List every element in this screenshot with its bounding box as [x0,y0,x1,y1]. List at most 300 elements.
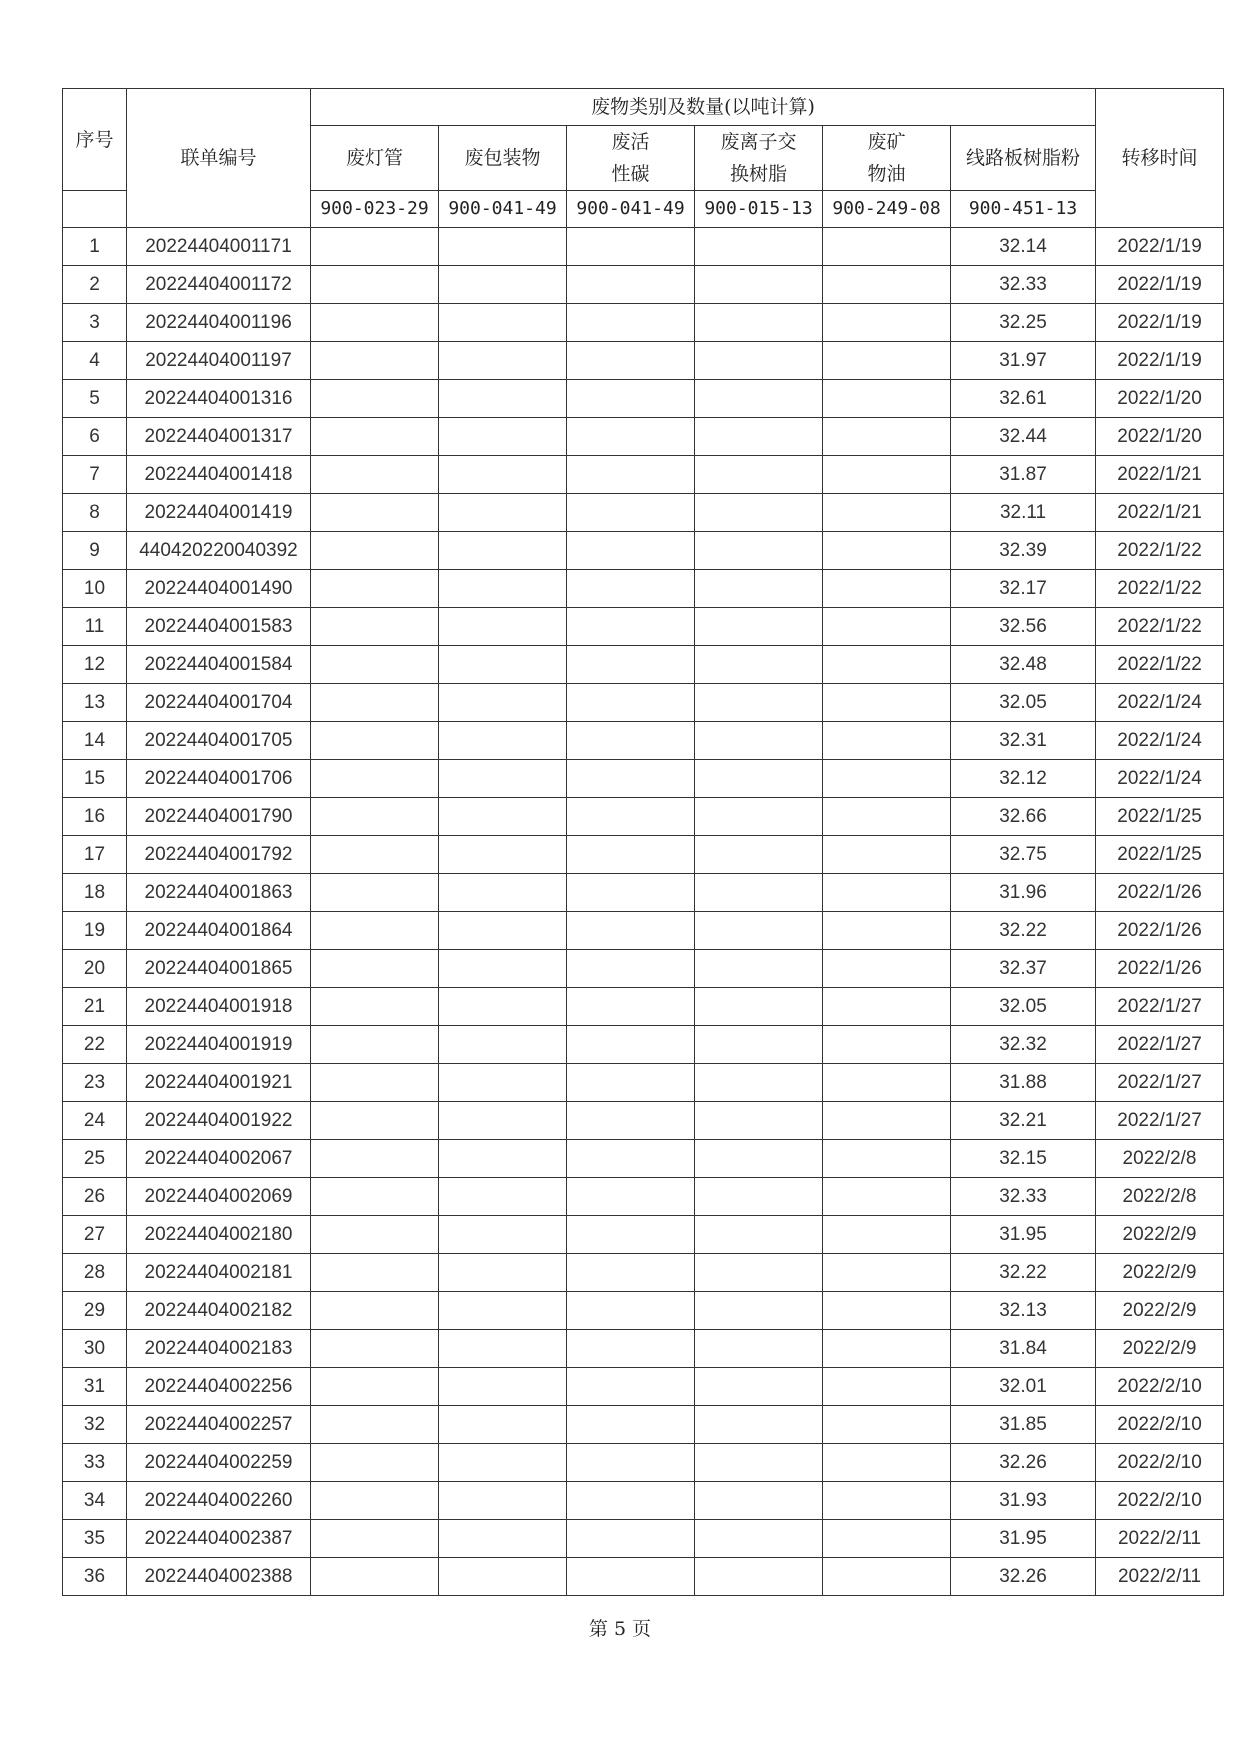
row-seq: 27 [63,1216,127,1254]
row-transfer-time: 2022/2/10 [1096,1406,1224,1444]
row-waste-ion-resin [695,874,823,912]
row-transfer-time: 2022/2/11 [1096,1558,1224,1596]
row-waste-packaging [439,608,567,646]
row-waste-packaging [439,1292,567,1330]
row-waste-lamp [311,760,439,798]
row-waste-lamp [311,418,439,456]
row-waste-activated-carbon [567,1102,695,1140]
row-transfer-time: 2022/2/9 [1096,1216,1224,1254]
row-transfer-time: 2022/1/27 [1096,1064,1224,1102]
row-waste-ion-resin [695,228,823,266]
row-seq: 21 [63,988,127,1026]
row-waste-pcb-resin: 32.05 [951,988,1096,1026]
row-waste-mineral-oil [823,228,951,266]
row-waste-pcb-resin: 31.85 [951,1406,1096,1444]
row-waste-packaging [439,1140,567,1178]
table-row [63,1330,1224,1368]
table-row [63,988,1224,1026]
table-row [63,1216,1224,1254]
row-waste-activated-carbon [567,1482,695,1520]
row-waste-lamp [311,1330,439,1368]
row-waste-lamp [311,722,439,760]
row-waste-lamp [311,304,439,342]
row-seq: 26 [63,1178,127,1216]
row-transfer-time: 2022/2/9 [1096,1254,1224,1292]
header-category-name: 废活 性碳 [567,126,695,191]
row-seq: 19 [63,912,127,950]
row-transfer-time: 2022/2/10 [1096,1482,1224,1520]
row-manifest-no: 20224404002183 [127,1330,311,1368]
header-category-code: 900-041-49 [439,191,567,228]
row-manifest-no: 20224404002069 [127,1178,311,1216]
row-manifest-no: 20224404001865 [127,950,311,988]
row-seq: 33 [63,1444,127,1482]
waste-transfer-table [62,88,1224,1596]
row-waste-ion-resin [695,532,823,570]
row-waste-activated-carbon [567,418,695,456]
header-category-name: 线路板树脂粉 [951,126,1096,191]
row-waste-activated-carbon [567,1368,695,1406]
header-category-code: 900-041-49 [567,191,695,228]
row-manifest-no: 20224404002388 [127,1558,311,1596]
table-row [63,1520,1224,1558]
row-waste-pcb-resin: 32.22 [951,912,1096,950]
row-transfer-time: 2022/1/20 [1096,418,1224,456]
row-waste-mineral-oil [823,1368,951,1406]
row-waste-lamp [311,874,439,912]
row-manifest-no: 20224404001864 [127,912,311,950]
row-waste-packaging [439,380,567,418]
row-waste-packaging [439,950,567,988]
row-manifest-no: 20224404001584 [127,646,311,684]
row-waste-activated-carbon [567,988,695,1026]
row-waste-lamp [311,988,439,1026]
row-waste-packaging [439,418,567,456]
row-transfer-time: 2022/1/24 [1096,684,1224,722]
row-waste-activated-carbon [567,912,695,950]
row-manifest-no: 20224404002260 [127,1482,311,1520]
row-manifest-no: 20224404001172 [127,266,311,304]
row-waste-pcb-resin: 32.39 [951,532,1096,570]
row-waste-pcb-resin: 32.12 [951,760,1096,798]
row-waste-packaging [439,1064,567,1102]
row-waste-pcb-resin: 32.21 [951,1102,1096,1140]
row-seq: 11 [63,608,127,646]
row-waste-ion-resin [695,798,823,836]
row-waste-ion-resin [695,1216,823,1254]
row-transfer-time: 2022/2/10 [1096,1368,1224,1406]
row-seq: 23 [63,1064,127,1102]
row-seq: 1 [63,228,127,266]
row-waste-mineral-oil [823,988,951,1026]
row-manifest-no: 20224404001919 [127,1026,311,1064]
header-category-code: 900-249-08 [823,191,951,228]
header-category-code: 900-015-13 [695,191,823,228]
row-waste-activated-carbon [567,342,695,380]
header-category-name: 废包装物 [439,126,567,191]
row-waste-pcb-resin: 32.66 [951,798,1096,836]
row-manifest-no: 20224404001418 [127,456,311,494]
row-seq: 34 [63,1482,127,1520]
table-row [63,1102,1224,1140]
row-manifest-no: 20224404001918 [127,988,311,1026]
row-waste-activated-carbon [567,1064,695,1102]
row-transfer-time: 2022/1/22 [1096,608,1224,646]
row-waste-pcb-resin: 31.84 [951,1330,1096,1368]
row-waste-lamp [311,798,439,836]
row-waste-lamp [311,342,439,380]
row-waste-ion-resin [695,342,823,380]
row-seq: 9 [63,532,127,570]
table-row [63,418,1224,456]
row-waste-activated-carbon [567,532,695,570]
row-waste-mineral-oil [823,1558,951,1596]
row-waste-mineral-oil [823,1102,951,1140]
row-waste-lamp [311,494,439,532]
row-waste-pcb-resin: 32.15 [951,1140,1096,1178]
header-category-name: 废矿 物油 [823,126,951,191]
table-row [63,608,1224,646]
table-row [63,380,1224,418]
table-row [63,1406,1224,1444]
row-manifest-no: 20224404001792 [127,836,311,874]
row-waste-activated-carbon [567,1444,695,1482]
row-waste-lamp [311,1292,439,1330]
row-waste-mineral-oil [823,1482,951,1520]
row-manifest-no: 20224404001921 [127,1064,311,1102]
row-seq: 15 [63,760,127,798]
row-waste-ion-resin [695,608,823,646]
row-waste-pcb-resin: 32.75 [951,836,1096,874]
row-waste-lamp [311,1102,439,1140]
row-manifest-no: 20224404002181 [127,1254,311,1292]
row-transfer-time: 2022/2/11 [1096,1520,1224,1558]
header-manifest-no: 联单编号 [127,89,311,228]
row-waste-mineral-oil [823,1406,951,1444]
row-waste-packaging [439,760,567,798]
row-waste-pcb-resin: 32.61 [951,380,1096,418]
row-seq: 5 [63,380,127,418]
row-waste-lamp [311,1026,439,1064]
row-waste-lamp [311,1254,439,1292]
row-manifest-no: 20224404001790 [127,798,311,836]
table-row [63,1026,1224,1064]
row-waste-mineral-oil [823,684,951,722]
row-manifest-no: 20224404002387 [127,1520,311,1558]
row-transfer-time: 2022/2/10 [1096,1444,1224,1482]
row-seq: 36 [63,1558,127,1596]
row-waste-packaging [439,646,567,684]
row-waste-ion-resin [695,684,823,722]
row-waste-activated-carbon [567,684,695,722]
row-waste-ion-resin [695,1406,823,1444]
row-seq: 20 [63,950,127,988]
row-waste-mineral-oil [823,1444,951,1482]
row-waste-lamp [311,532,439,570]
row-transfer-time: 2022/1/26 [1096,950,1224,988]
row-waste-packaging [439,1406,567,1444]
row-waste-mineral-oil [823,646,951,684]
row-seq: 18 [63,874,127,912]
row-waste-pcb-resin: 31.95 [951,1216,1096,1254]
row-waste-lamp [311,1368,439,1406]
row-waste-mineral-oil [823,1292,951,1330]
row-waste-mineral-oil [823,722,951,760]
table-row [63,228,1224,266]
row-waste-packaging [439,1368,567,1406]
row-waste-mineral-oil [823,532,951,570]
row-waste-lamp [311,912,439,950]
row-transfer-time: 2022/1/19 [1096,304,1224,342]
row-seq: 24 [63,1102,127,1140]
row-transfer-time: 2022/2/8 [1096,1140,1224,1178]
row-waste-activated-carbon [567,304,695,342]
row-manifest-no: 20224404001490 [127,570,311,608]
row-transfer-time: 2022/2/9 [1096,1292,1224,1330]
table-row [63,1254,1224,1292]
row-waste-pcb-resin: 32.01 [951,1368,1096,1406]
row-waste-pcb-resin: 32.26 [951,1558,1096,1596]
row-waste-lamp [311,950,439,988]
row-waste-pcb-resin: 32.33 [951,1178,1096,1216]
header-waste-category-group: 废物类别及数量(以吨计算) [311,89,1096,126]
row-transfer-time: 2022/1/22 [1096,646,1224,684]
row-waste-packaging [439,1482,567,1520]
row-waste-ion-resin [695,950,823,988]
row-waste-packaging [439,1520,567,1558]
row-waste-activated-carbon [567,380,695,418]
row-transfer-time: 2022/2/8 [1096,1178,1224,1216]
row-waste-activated-carbon [567,1558,695,1596]
row-waste-pcb-resin: 32.17 [951,570,1096,608]
row-waste-pcb-resin: 32.11 [951,494,1096,532]
row-waste-packaging [439,494,567,532]
header-transfer-time: 转移时间 [1096,89,1224,228]
row-waste-activated-carbon [567,1178,695,1216]
row-waste-ion-resin [695,1482,823,1520]
header-seq-blank [63,191,127,228]
row-waste-ion-resin [695,1140,823,1178]
row-waste-mineral-oil [823,1254,951,1292]
row-waste-mineral-oil [823,798,951,836]
row-manifest-no: 20224404001583 [127,608,311,646]
row-seq: 7 [63,456,127,494]
row-waste-mineral-oil [823,836,951,874]
row-waste-activated-carbon [567,228,695,266]
row-waste-pcb-resin: 32.37 [951,950,1096,988]
row-waste-lamp [311,228,439,266]
row-waste-mineral-oil [823,608,951,646]
row-transfer-time: 2022/1/26 [1096,874,1224,912]
row-waste-packaging [439,1102,567,1140]
row-waste-lamp [311,456,439,494]
table-row [63,456,1224,494]
row-waste-pcb-resin: 32.31 [951,722,1096,760]
row-manifest-no: 20224404001197 [127,342,311,380]
row-waste-ion-resin [695,1520,823,1558]
row-waste-mineral-oil [823,1064,951,1102]
row-transfer-time: 2022/1/21 [1096,494,1224,532]
row-waste-ion-resin [695,494,823,532]
row-waste-ion-resin [695,1330,823,1368]
row-transfer-time: 2022/1/21 [1096,456,1224,494]
row-waste-pcb-resin: 32.56 [951,608,1096,646]
table-row [63,798,1224,836]
row-transfer-time: 2022/1/25 [1096,798,1224,836]
row-waste-packaging [439,1178,567,1216]
row-manifest-no: 20224404001419 [127,494,311,532]
row-waste-packaging [439,342,567,380]
row-waste-packaging [439,798,567,836]
row-waste-activated-carbon [567,1292,695,1330]
row-waste-mineral-oil [823,1026,951,1064]
row-waste-ion-resin [695,1254,823,1292]
row-waste-packaging [439,684,567,722]
row-waste-pcb-resin: 32.14 [951,228,1096,266]
row-waste-mineral-oil [823,1140,951,1178]
row-waste-activated-carbon [567,1140,695,1178]
row-waste-mineral-oil [823,380,951,418]
table-row [63,342,1224,380]
table-row [63,1178,1224,1216]
row-transfer-time: 2022/1/24 [1096,760,1224,798]
row-waste-activated-carbon [567,1254,695,1292]
row-manifest-no: 20224404002256 [127,1368,311,1406]
row-waste-lamp [311,1178,439,1216]
row-manifest-no: 20224404002067 [127,1140,311,1178]
table-row [63,912,1224,950]
row-waste-packaging [439,304,567,342]
row-waste-activated-carbon [567,1520,695,1558]
row-waste-pcb-resin: 32.48 [951,646,1096,684]
row-waste-mineral-oil [823,874,951,912]
row-manifest-no: 20224404001171 [127,228,311,266]
row-waste-ion-resin [695,646,823,684]
row-waste-pcb-resin: 32.26 [951,1444,1096,1482]
row-waste-activated-carbon [567,494,695,532]
row-waste-pcb-resin: 31.93 [951,1482,1096,1520]
row-waste-lamp [311,836,439,874]
row-waste-activated-carbon [567,760,695,798]
row-waste-mineral-oil [823,570,951,608]
row-seq: 29 [63,1292,127,1330]
row-waste-pcb-resin: 31.87 [951,456,1096,494]
row-waste-lamp [311,380,439,418]
header-category-code: 900-451-13 [951,191,1096,228]
row-waste-pcb-resin: 31.96 [951,874,1096,912]
row-seq: 2 [63,266,127,304]
row-transfer-time: 2022/1/27 [1096,1026,1224,1064]
row-waste-pcb-resin: 32.22 [951,1254,1096,1292]
row-waste-packaging [439,228,567,266]
row-waste-activated-carbon [567,1330,695,1368]
row-waste-ion-resin [695,760,823,798]
row-waste-ion-resin [695,1178,823,1216]
table-row [63,950,1224,988]
row-seq: 17 [63,836,127,874]
row-waste-ion-resin [695,1102,823,1140]
row-seq: 8 [63,494,127,532]
row-waste-packaging [439,456,567,494]
row-waste-packaging [439,1026,567,1064]
row-waste-pcb-resin: 32.44 [951,418,1096,456]
table-body [63,228,1224,1596]
row-waste-packaging [439,1330,567,1368]
row-waste-mineral-oil [823,266,951,304]
row-waste-packaging [439,532,567,570]
row-waste-lamp [311,1520,439,1558]
table-row [63,684,1224,722]
row-waste-lamp [311,684,439,722]
row-seq: 28 [63,1254,127,1292]
row-waste-lamp [311,1482,439,1520]
row-waste-packaging [439,1254,567,1292]
row-transfer-time: 2022/1/19 [1096,342,1224,380]
row-waste-activated-carbon [567,266,695,304]
table-row [63,266,1224,304]
row-waste-mineral-oil [823,418,951,456]
row-manifest-no: 20224404002180 [127,1216,311,1254]
table-row [63,494,1224,532]
table-row [63,760,1224,798]
row-manifest-no: 20224404001704 [127,684,311,722]
row-waste-ion-resin [695,380,823,418]
row-waste-ion-resin [695,1368,823,1406]
row-waste-pcb-resin: 32.25 [951,304,1096,342]
row-waste-packaging [439,570,567,608]
row-manifest-no: 20224404002257 [127,1406,311,1444]
header-category-name: 废离子交 换树脂 [695,126,823,191]
table-row [63,570,1224,608]
row-waste-mineral-oil [823,342,951,380]
row-waste-pcb-resin: 32.13 [951,1292,1096,1330]
row-waste-ion-resin [695,836,823,874]
row-waste-ion-resin [695,570,823,608]
row-seq: 31 [63,1368,127,1406]
row-transfer-time: 2022/1/25 [1096,836,1224,874]
row-transfer-time: 2022/1/27 [1096,1102,1224,1140]
row-waste-pcb-resin: 31.95 [951,1520,1096,1558]
table-row [63,874,1224,912]
row-transfer-time: 2022/1/27 [1096,988,1224,1026]
row-waste-lamp [311,646,439,684]
row-seq: 14 [63,722,127,760]
row-manifest-no: 20224404001196 [127,304,311,342]
row-waste-packaging [439,266,567,304]
row-waste-ion-resin [695,912,823,950]
row-manifest-no: 20224404001317 [127,418,311,456]
row-waste-activated-carbon [567,950,695,988]
row-seq: 12 [63,646,127,684]
row-waste-pcb-resin: 31.97 [951,342,1096,380]
row-manifest-no: 440420220040392 [127,532,311,570]
row-seq: 16 [63,798,127,836]
row-seq: 22 [63,1026,127,1064]
table-row [63,1482,1224,1520]
table-row [63,836,1224,874]
table-row [63,1064,1224,1102]
row-manifest-no: 20224404001863 [127,874,311,912]
row-waste-pcb-resin: 32.33 [951,266,1096,304]
header-category-name: 废灯管 [311,126,439,191]
table-row [63,1558,1224,1596]
row-waste-activated-carbon [567,1026,695,1064]
row-manifest-no: 20224404001922 [127,1102,311,1140]
row-seq: 32 [63,1406,127,1444]
row-seq: 25 [63,1140,127,1178]
row-waste-ion-resin [695,266,823,304]
row-manifest-no: 20224404001316 [127,380,311,418]
